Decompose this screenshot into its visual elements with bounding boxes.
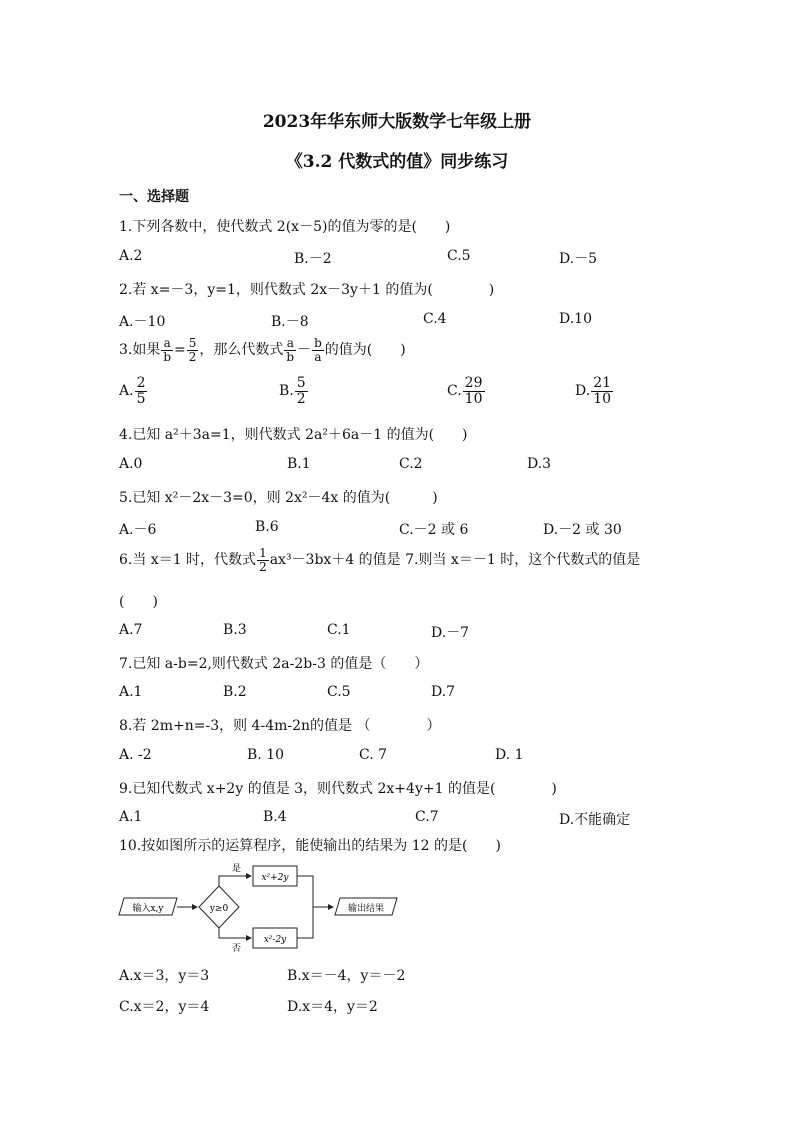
q3-option-c-fraction [463,376,485,406]
q10-option-c: C.x＝2，y＝4 [119,999,210,1015]
q3-prefix: 3.如果 [119,342,161,359]
question-6-line2: ( ) [119,594,158,610]
q8-option-b: B. 10 [247,747,285,763]
q6-option-d: D.－7 [431,625,470,641]
flow-no-arrow [219,928,251,938]
q3-option-b-den: 2 [296,390,306,407]
question-10: 10.按如图所示的运算程序，能使输出的结果为 12 的是( ) [119,838,501,854]
q9-option-c: C.7 [415,809,439,825]
q9-option-b: B.4 [263,809,287,825]
q3-cond-fraction-right [187,337,199,363]
q3-expr-fraction-right [312,337,324,363]
flowchart [115,860,415,955]
question-9: 9.已知代数式 x+2y 的值是 3，则代数式 2x+4y+1 的值是( ) [119,781,557,797]
question-1: 1.下列各数中，使代数式 2(x－5)的值为零的是( ) [119,219,451,235]
q5-option-a: A.－6 [119,522,157,538]
q7-option-c: C.5 [327,684,351,700]
q3-option-a-den: 5 [136,390,146,407]
q6-suffix: ax³－3bx＋4 的值是 7.则当 x＝－1 时，这个代数式的值是 [269,552,641,569]
q9-option-d: D.不能确定 [559,812,631,828]
q10-option-b: B.x＝－4，y＝－2 [287,968,406,984]
q1-option-b: B.－2 [294,251,332,267]
question-4: 4.已知 a²＋3a=1，则代数式 2a²＋6a－1 的值为( ) [119,427,468,443]
section-heading: 一、选择题 [119,189,189,205]
q10-option-d: D.x＝4，y＝2 [287,999,378,1015]
q3-option-b [279,376,309,406]
q6-option-a: A.7 [119,622,143,638]
q6-fraction [257,547,269,573]
q3-option-d-den: 10 [593,390,612,407]
question-7: 7.已知 a-b=2,则代数式 2a-2b-3 的值是（ ） [119,656,429,672]
q4-option-d: D.3 [527,456,552,472]
q3-option-a-num: 2 [136,375,146,391]
q3-option-a [119,376,148,406]
q6-frac-den: 2 [259,559,267,574]
question-6 [119,547,640,573]
q3-expr-fraction-left [284,337,296,363]
q7-option-a: A.1 [119,684,143,700]
document-title: 2023年华东师大版数学七年级上册 [262,112,532,132]
q7-option-b: B.2 [223,684,247,700]
q3-cond-num2: 5 [188,336,197,350]
flow-output-label: 输出结果 [347,904,385,914]
q10-option-a: A.x＝3，y＝3 [119,968,210,984]
document-subtitle: 《3.2 代数式的值》同步练习 [285,152,509,172]
q3-cond-eq: = [174,342,186,359]
q3-cond-num1: a [161,337,173,351]
q3-expr-den1: b [286,349,295,364]
q3-option-d [575,376,614,406]
question-2: 2.若 x=－3，y=1，则代数式 2x－3y＋1 的值为( ) [119,282,495,298]
q3-expr-num1: a [284,337,296,351]
q3-mid: ，那么代数式 [199,342,284,359]
q4-option-b: B.1 [287,456,311,472]
question-3 [119,337,406,363]
flow-top-op-label: x²+2y [261,873,289,883]
q3-option-d-num: 21 [593,375,612,391]
q1-option-a: A.2 [119,248,143,264]
q3-option-a-fraction [135,376,148,406]
flow-bottom-op-label: x²-2y [263,935,287,945]
flow-merge-line [297,876,313,938]
q3-option-c-num: 29 [464,375,483,391]
q3-cond-den2: 2 [188,349,197,364]
q8-option-c: C. 7 [359,747,388,763]
q6-frac-num: 1 [259,546,267,560]
q6-option-c: C.1 [327,622,351,638]
q6-option-b: B.3 [223,622,247,638]
q3-cond-fraction-left [161,337,173,363]
q3-cond-den1: b [163,349,172,364]
q3-option-c-den: 10 [464,390,483,407]
q2-option-a: A.－10 [119,314,166,330]
q2-option-c: C.4 [423,311,447,327]
q3-option-b-num: 5 [296,375,306,391]
q3-option-d-label: D. [575,383,591,400]
flow-yes-label: 是 [232,864,242,874]
q9-option-a: A.1 [119,809,143,825]
flow-no-label: 否 [232,944,242,954]
q2-option-d: D.10 [559,311,592,327]
q8-option-a: A. -2 [119,747,152,763]
q6-prefix: 6.当 x＝1 时，代数式 [119,552,257,569]
q3-expr-num2: b [314,336,322,350]
q3-option-a-label: A. [119,383,134,400]
question-5: 5.已知 x²－2x－3=0，则 2x²－4x 的值为( ) [119,490,438,506]
flow-input-label: 输入x,y [132,904,164,914]
q2-option-b: B.－8 [271,314,309,330]
question-8: 8.若 2m+n=-3，则 4-4m-2n的值是 （ ） [119,718,441,734]
flow-condition-label: y≥0 [209,904,229,914]
q3-option-b-fraction [295,376,308,406]
q3-suffix: 的值为( ) [324,342,406,359]
q1-option-d: D.－5 [559,251,598,267]
q3-expr-op: － [297,342,312,359]
q3-option-d-fraction [591,376,613,406]
q7-option-d: D.7 [431,684,456,700]
q4-option-c: C.2 [399,456,423,472]
flow-yes-arrow [219,876,251,886]
q3-option-c [447,376,486,406]
q5-option-c: C.－2 或 6 [399,522,469,538]
q3-expr-den2: a [314,349,322,364]
q3-option-b-label: B. [279,383,294,400]
q8-option-d: D. 1 [495,747,524,763]
q5-option-d: D.－2 或 30 [543,522,622,538]
q5-option-b: B.6 [255,519,279,535]
q4-option-a: A.0 [119,456,143,472]
q1-option-c: C.5 [447,248,471,264]
q3-option-c-label: C. [447,383,462,400]
